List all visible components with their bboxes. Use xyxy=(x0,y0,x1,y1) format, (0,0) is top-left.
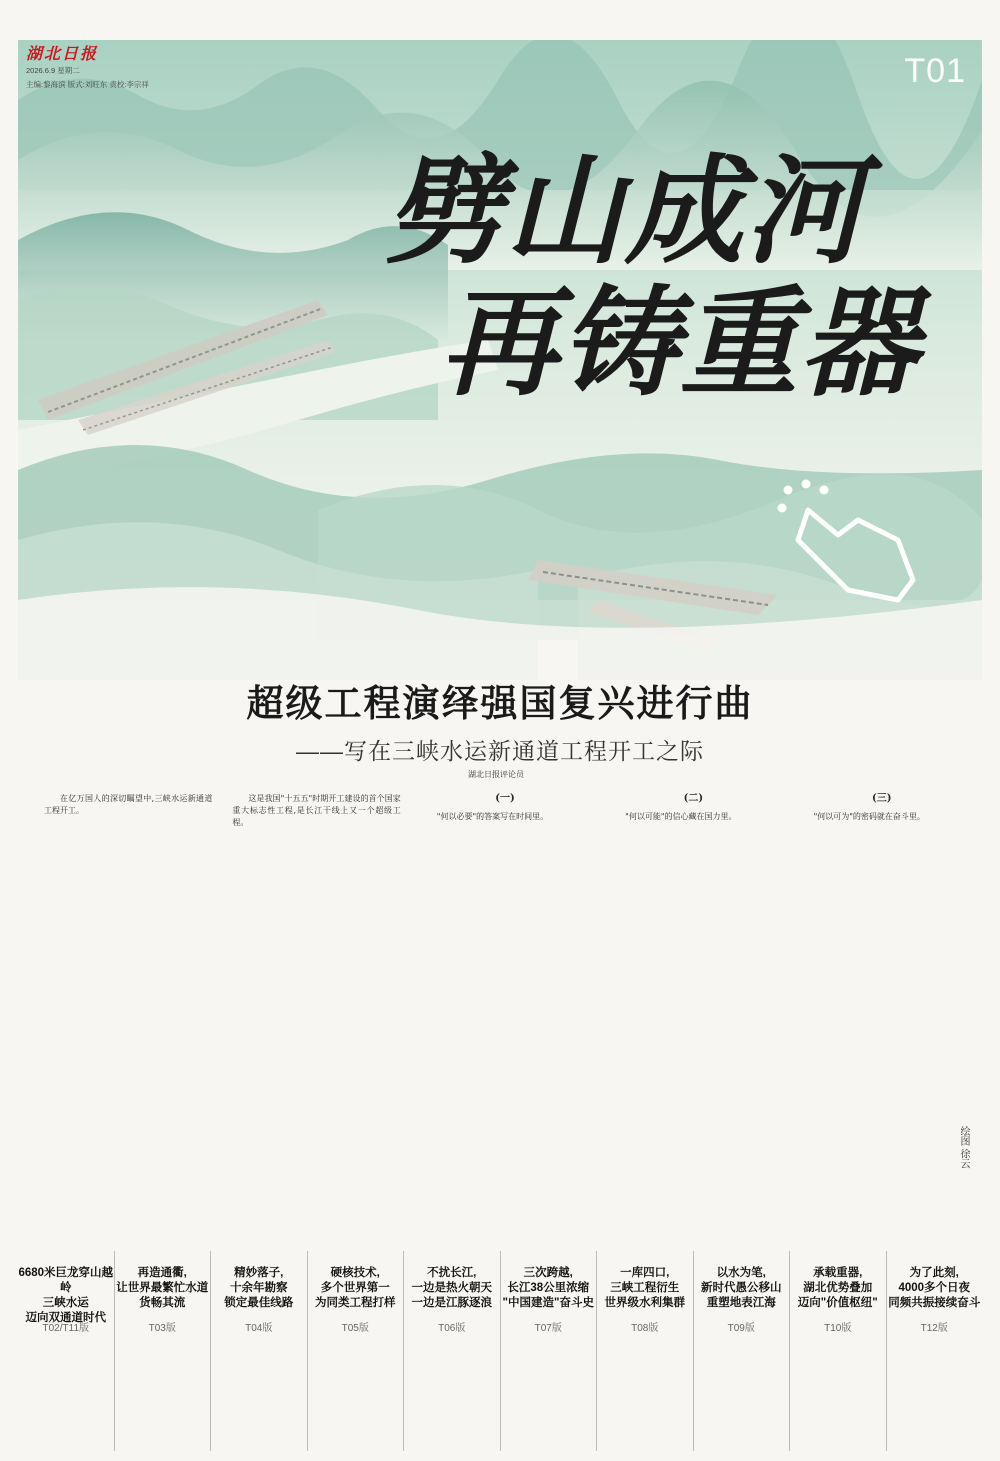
index-item-page: T09版 xyxy=(727,1323,755,1334)
editor-credits: 主编:黎海滨 版式:刘旺东 责校:李宗祥 xyxy=(26,80,149,89)
index-item-title: 不扰长江, 一边是热火朝天 一边是江豚逐浪 xyxy=(411,1267,492,1309)
section-heading: (一) xyxy=(495,793,515,804)
article-subtitle: ——写在三峡水运新通道工程开工之际 xyxy=(296,738,704,764)
index-item[interactable] xyxy=(596,1251,693,1451)
index-item[interactable] xyxy=(886,1251,983,1451)
section-heading: (二) xyxy=(683,793,704,804)
index-item[interactable] xyxy=(18,1251,114,1451)
index-item-page: T04版 xyxy=(245,1323,273,1334)
index-item[interactable] xyxy=(210,1251,307,1451)
index-item-title: 承载重器, 湖北优势叠加 迈向"价值枢纽" xyxy=(797,1267,878,1309)
body-paragraph: "何以必要"的答案写在时间里。 xyxy=(436,812,549,821)
masthead xyxy=(26,46,149,90)
index-item-page: T06版 xyxy=(438,1323,466,1334)
index-item[interactable] xyxy=(307,1251,404,1451)
article-byline: 湖北日报评论员 xyxy=(468,770,524,779)
section-heading: (三) xyxy=(872,793,892,804)
index-item-page: T07版 xyxy=(534,1323,562,1334)
body-paragraph: "何以可为"的密码就在奋斗里。 xyxy=(813,812,925,821)
index-item-page: T03版 xyxy=(148,1323,176,1334)
illustration-credit: 绘图 徐云 xyxy=(958,1126,969,1169)
index-item-page: T10版 xyxy=(824,1323,852,1334)
index-item[interactable] xyxy=(789,1251,886,1451)
body-paragraph: 这是我国"十五五"时期开工建设的首个国家重大标志性工程,是长江干线上又一个超级工程。 xyxy=(232,794,401,827)
index-item-title: 为了此刻, 4000多个日夜 同频共振接续奋斗 xyxy=(888,1267,981,1309)
body-paragraph: 在亿万国人的深切瞩望中,三峡水运新通道工程开工。 xyxy=(44,794,213,815)
index-item-page: T12版 xyxy=(920,1323,948,1334)
index-item[interactable] xyxy=(403,1251,500,1451)
issue-date: 2026.6.9 星期二 xyxy=(26,66,80,75)
index-item-title: 三次跨越, 长江38公里浓缩 "中国建造"奋斗史 xyxy=(502,1267,594,1309)
index-item-title: 再造通衢, 让世界最繁忙水道 货畅其流 xyxy=(116,1267,209,1309)
newspaper-logo: 湖北日报 xyxy=(26,44,99,63)
hero-headline xyxy=(385,141,945,412)
index-item-title: 一库四口, 三峡工程衍生 世界级水利集群 xyxy=(604,1267,685,1309)
index-item[interactable] xyxy=(114,1251,211,1451)
headline-line-1: 劈山成河 xyxy=(385,141,866,280)
index-item[interactable] xyxy=(500,1251,597,1451)
article-body xyxy=(44,793,966,1241)
index-item-title: 精妙落子, 十余年勘察 锁定最佳线路 xyxy=(224,1267,294,1309)
page-index xyxy=(18,1251,982,1451)
headline-line-2: 再铸重器 xyxy=(440,273,921,412)
page-number: T01 xyxy=(904,52,966,90)
body-paragraph: "何以可能"的信心藏在国力里。 xyxy=(625,812,737,821)
index-item-title: 以水为笔, 新时代愚公移山 重塑地表江海 xyxy=(701,1267,782,1309)
index-item-page: T02/T11版 xyxy=(42,1323,89,1334)
article-title: 超级工程演绎强国复兴进行曲 xyxy=(246,681,754,725)
index-item-title: 6680米巨龙穿山越岭 三峡水运 迈向双通道时代 xyxy=(18,1267,114,1324)
index-item-title: 硬核技术, 多个世界第一 为同类工程打样 xyxy=(315,1267,396,1309)
index-item-page: T05版 xyxy=(341,1323,369,1334)
index-item[interactable] xyxy=(693,1251,790,1451)
index-item-page: T08版 xyxy=(631,1323,659,1334)
